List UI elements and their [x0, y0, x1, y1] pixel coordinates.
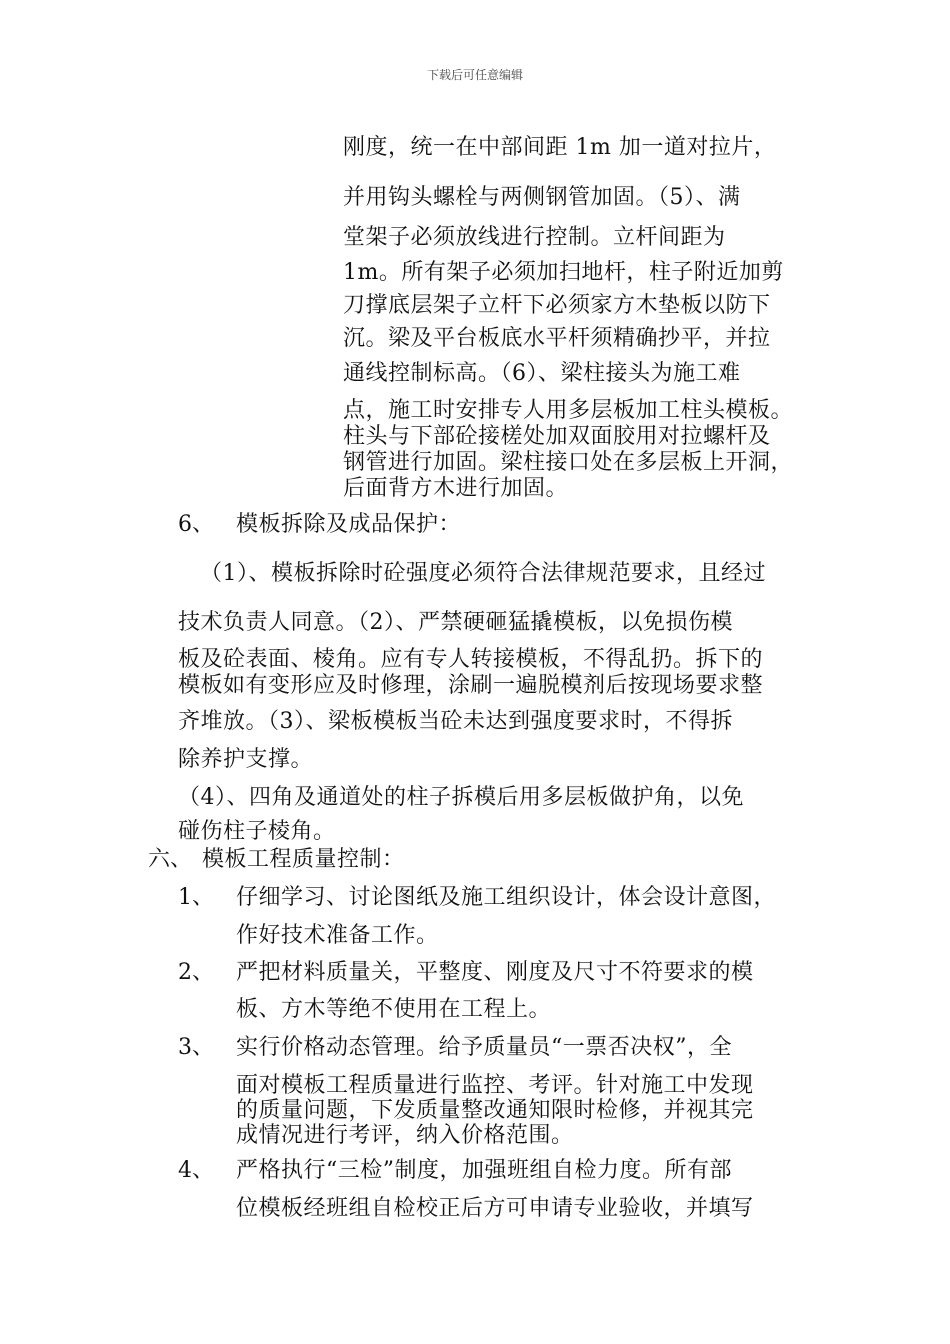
list-item-line: 严格执行“三检”制度，加强班组自检力度。所有部: [236, 1158, 732, 1183]
paragraph-line: 点，施工时安排专人用多层板加工柱头模板。: [343, 398, 794, 423]
list-item-line: 仔细学习、讨论图纸及施工组织设计，体会设计意图，: [236, 885, 777, 910]
paragraph-line: 钢管进行加固。梁柱接口处在多层板上开洞，: [343, 450, 794, 475]
page-header: 下载后可任意编辑: [426, 68, 523, 82]
list-item-number: 4、: [178, 1158, 214, 1183]
paragraph-line: 齐堆放。（3）、梁板模板当砼未达到强度要求时，不得拆: [178, 709, 733, 734]
paragraph-line: 1m。所有架子必须加扫地杆，柱子附近加剪: [343, 260, 784, 285]
list-item-line: 实行价格动态管理。给予质量员“一票否决权”，全: [236, 1035, 732, 1060]
paragraph-line: 碰伤柱子棱角。: [178, 819, 336, 844]
paragraph-line: 板及砼表面、棱角。应有专人转接模板，不得乱扔。拆下的: [178, 647, 764, 672]
list-item-line: 的质量问题，下发质量整改通知限时检修，并视其完: [236, 1098, 754, 1123]
paragraph-line: 堂架子必须放线进行控制。立杆间距为: [343, 225, 726, 250]
list-item-number: 3、: [178, 1035, 214, 1060]
list-item-line: 严把材料质量关，平整度、刚度及尺寸不符要求的模: [236, 960, 754, 985]
paragraph-line: 柱头与下部砼接槎处加双面胶用对拉螺杆及: [343, 424, 771, 449]
paragraph-line: 除养护支撑。: [178, 747, 314, 772]
paragraph-line: 刀撑底层架子立杆下必须家方木垫板以防下: [343, 293, 771, 318]
paragraph-line: 后面背方木进行加固。: [343, 476, 569, 501]
list-item-number: 1、: [178, 885, 214, 910]
item-title: 模板拆除及成品保护：: [236, 512, 462, 537]
paragraph-line: 沉。梁及平台板底水平杆须精确抄平，并拉: [343, 326, 771, 351]
paragraph-line: 并用钩头螺栓与两侧钢管加固。（5）、满: [343, 185, 741, 210]
section-title: 模板工程质量控制：: [202, 847, 405, 872]
item-number: 6、: [178, 512, 214, 537]
list-item-number: 2、: [178, 960, 214, 985]
paragraph-line: （4）、四角及通道处的柱子拆模后用多层板做护角，以免: [178, 785, 744, 810]
paragraph-line: 刚度，统一在中部间距 1m 加一道对拉片，: [343, 135, 777, 160]
paragraph-line: 模板如有变形应及时修理，涂刷一遍脱模剂后按现场要求整: [178, 673, 764, 698]
section-number: 六、: [148, 847, 193, 872]
paragraph-line: （1）、模板拆除时砼强度必须符合法律规范要求，且经过: [200, 561, 766, 586]
list-item-line: 作好技术准备工作。: [236, 923, 439, 948]
list-item-line: 面对模板工程质量进行监控、考评。针对施工中发现: [236, 1073, 754, 1098]
paragraph-line: 技术负责人同意。（2）、严禁硬砸猛撬模板，以免损伤模: [178, 610, 733, 635]
list-item-line: 位模板经班组自检校正后方可申请专业验收，并填写: [236, 1196, 754, 1221]
paragraph-line: 通线控制标高。（6）、梁柱接头为施工难: [343, 361, 741, 386]
list-item-line: 板、方木等绝不使用在工程上。: [236, 997, 552, 1022]
list-item-line: 成情况进行考评，纳入价格范围。: [236, 1123, 574, 1148]
